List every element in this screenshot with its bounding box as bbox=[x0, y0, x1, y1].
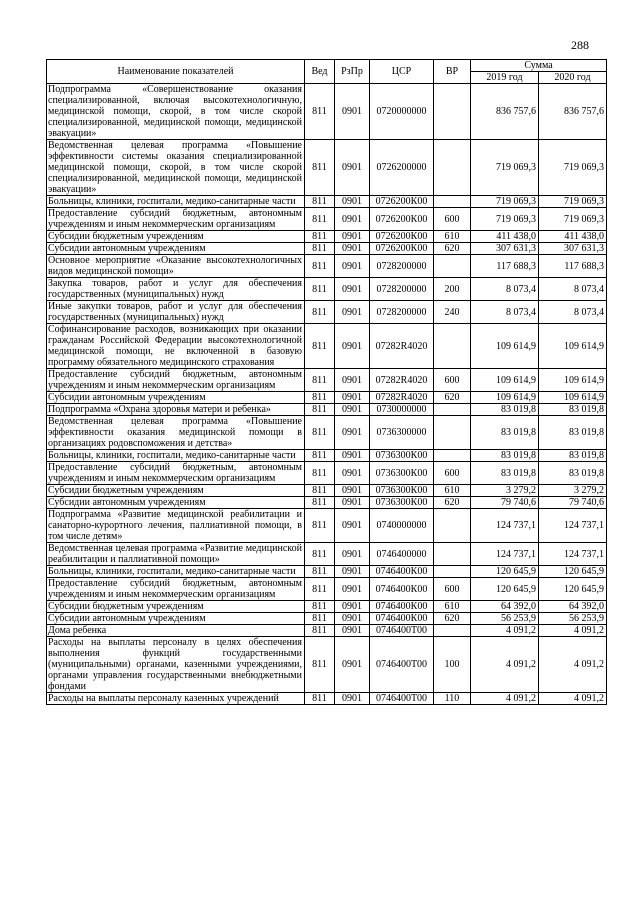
row-sum-2020: 124 737,1 bbox=[539, 543, 607, 566]
budget-table bbox=[46, 59, 607, 705]
row-name: Подпрограмма «Развитие медицинской реабилитации и санаторно-курортного лечения, паллиативной помощи, в том числе детям» bbox=[47, 509, 305, 543]
row-sum-2020: 83 019,8 bbox=[539, 416, 607, 450]
row-name: Дома ребенка bbox=[47, 625, 305, 637]
row-name: Больницы, клиники, госпитали, медико-санитарные части bbox=[47, 450, 305, 462]
row-sum-2020: 4 091,2 bbox=[539, 693, 607, 705]
row-ved: 811 bbox=[305, 140, 335, 196]
row-name: Больницы, клиники, госпитали, медико-санитарные части bbox=[47, 196, 305, 208]
row-csr: 0746400Т00 bbox=[370, 625, 434, 637]
row-sum-2019: 117 688,3 bbox=[471, 255, 539, 278]
row-sum-2020: 120 645,9 bbox=[539, 578, 607, 601]
row-ved: 811 bbox=[305, 637, 335, 693]
row-sum-2019: 3 279,2 bbox=[471, 485, 539, 497]
row-sum-2019: 4 091,2 bbox=[471, 693, 539, 705]
row-ved: 811 bbox=[305, 196, 335, 208]
row-vr bbox=[434, 566, 471, 578]
row-sum-2019: 124 737,1 bbox=[471, 509, 539, 543]
header-vr: ВР bbox=[434, 60, 471, 84]
row-sum-2020: 109 614,9 bbox=[539, 324, 607, 369]
row-vr bbox=[434, 324, 471, 369]
row-sum-2019: 124 737,1 bbox=[471, 543, 539, 566]
page-number: 288 bbox=[571, 38, 589, 52]
row-vr bbox=[434, 84, 471, 140]
row-name: Ведомственная целевая программа «Развитие медицинской реабилитации и паллиативной помощи» bbox=[47, 543, 305, 566]
row-csr: 0736300К00 bbox=[370, 462, 434, 485]
row-vr bbox=[434, 404, 471, 416]
row-ved: 811 bbox=[305, 324, 335, 369]
row-vr: 620 bbox=[434, 497, 471, 509]
row-ved: 811 bbox=[305, 578, 335, 601]
row-name: Иные закупки товаров, работ и услуг для обеспечения государственных (муниципальных) нужд bbox=[47, 301, 305, 324]
header-2020: 2020 год bbox=[539, 72, 607, 84]
table-row bbox=[47, 578, 607, 601]
row-sum-2020: 8 073,4 bbox=[539, 301, 607, 324]
table-row bbox=[47, 84, 607, 140]
row-ved: 811 bbox=[305, 625, 335, 637]
row-name: Подпрограмма «Совершенствование оказания специализированной, включая высокотехнологичную, медицинской помощи, скорой, в том числе скорой специализированной, медицинской помощи, медицинской эвакуации» bbox=[47, 84, 305, 140]
row-ved: 811 bbox=[305, 450, 335, 462]
row-sum-2019: 4 091,2 bbox=[471, 637, 539, 693]
row-vr: 600 bbox=[434, 578, 471, 601]
row-rzpr: 0901 bbox=[335, 84, 370, 140]
row-csr: 0746400Т00 bbox=[370, 693, 434, 705]
table-row bbox=[47, 509, 607, 543]
row-name: Расходы на выплаты персоналу в целях обеспечения выполнения функций государственными (муниципальными) органами, казенными учреждениями, органами управления государственными внебюджетными фондами bbox=[47, 637, 305, 693]
table-row bbox=[47, 601, 607, 613]
row-sum-2020: 3 279,2 bbox=[539, 485, 607, 497]
row-ved: 811 bbox=[305, 416, 335, 450]
row-ved: 811 bbox=[305, 84, 335, 140]
row-csr: 0726200К00 bbox=[370, 208, 434, 231]
row-sum-2019: 8 073,4 bbox=[471, 278, 539, 301]
row-sum-2020: 83 019,8 bbox=[539, 462, 607, 485]
header-2019: 2019 год bbox=[471, 72, 539, 84]
row-vr: 610 bbox=[434, 485, 471, 497]
row-ved: 811 bbox=[305, 509, 335, 543]
row-sum-2019: 56 253,9 bbox=[471, 613, 539, 625]
row-name: Расходы на выплаты персоналу казенных учреждений bbox=[47, 693, 305, 705]
row-csr: 07282R4020 bbox=[370, 392, 434, 404]
row-rzpr: 0901 bbox=[335, 462, 370, 485]
table-row bbox=[47, 231, 607, 243]
row-vr: 110 bbox=[434, 693, 471, 705]
table-row bbox=[47, 208, 607, 231]
row-rzpr: 0901 bbox=[335, 369, 370, 392]
row-csr: 0726200К00 bbox=[370, 243, 434, 255]
table-row bbox=[47, 497, 607, 509]
row-csr: 0746400К00 bbox=[370, 613, 434, 625]
row-rzpr: 0901 bbox=[335, 543, 370, 566]
row-name: Софинансирование расходов, возникающих при оказании гражданам Российской Федерации высокотехнологичной медицинской помощи, не включенной в базовую программу обязательного медицинского страхования bbox=[47, 324, 305, 369]
row-sum-2019: 64 392,0 bbox=[471, 601, 539, 613]
row-rzpr: 0901 bbox=[335, 404, 370, 416]
row-rzpr: 0901 bbox=[335, 196, 370, 208]
table-row bbox=[47, 196, 607, 208]
row-csr: 0740000000 bbox=[370, 509, 434, 543]
row-csr: 0746400К00 bbox=[370, 578, 434, 601]
row-vr: 620 bbox=[434, 392, 471, 404]
row-name: Ведомственная целевая программа «Повышение эффективности оказания медицинской помощи в организациях родовспоможения и детства» bbox=[47, 416, 305, 450]
header-name: Наименование показателей bbox=[47, 60, 305, 84]
row-csr: 0720000000 bbox=[370, 84, 434, 140]
table-row bbox=[47, 140, 607, 196]
row-name: Субсидии автономным учреждениям bbox=[47, 392, 305, 404]
row-vr bbox=[434, 140, 471, 196]
row-csr: 0746400Т00 bbox=[370, 637, 434, 693]
row-rzpr: 0901 bbox=[335, 497, 370, 509]
row-sum-2020: 56 253,9 bbox=[539, 613, 607, 625]
row-csr: 0726200К00 bbox=[370, 196, 434, 208]
header-rzpr: РзПр bbox=[335, 60, 370, 84]
row-vr: 600 bbox=[434, 208, 471, 231]
row-rzpr: 0901 bbox=[335, 578, 370, 601]
row-vr: 600 bbox=[434, 369, 471, 392]
table-row bbox=[47, 625, 607, 637]
row-ved: 811 bbox=[305, 497, 335, 509]
row-vr: 240 bbox=[434, 301, 471, 324]
row-sum-2019: 83 019,8 bbox=[471, 462, 539, 485]
row-rzpr: 0901 bbox=[335, 243, 370, 255]
row-sum-2019: 719 069,3 bbox=[471, 140, 539, 196]
row-vr: 610 bbox=[434, 231, 471, 243]
row-ved: 811 bbox=[305, 255, 335, 278]
row-sum-2019: 79 740,6 bbox=[471, 497, 539, 509]
row-sum-2020: 117 688,3 bbox=[539, 255, 607, 278]
row-csr: 0736300000 bbox=[370, 416, 434, 450]
row-csr: 0730000000 bbox=[370, 404, 434, 416]
table-row bbox=[47, 637, 607, 693]
row-vr bbox=[434, 196, 471, 208]
row-csr: 0726200000 bbox=[370, 140, 434, 196]
table-row bbox=[47, 543, 607, 566]
row-vr bbox=[434, 543, 471, 566]
row-sum-2020: 83 019,8 bbox=[539, 404, 607, 416]
row-ved: 811 bbox=[305, 601, 335, 613]
row-sum-2019: 109 614,9 bbox=[471, 369, 539, 392]
row-name: Основное мероприятие «Оказание высокотехнологичных видов медицинской помощи» bbox=[47, 255, 305, 278]
row-rzpr: 0901 bbox=[335, 231, 370, 243]
row-name: Субсидии бюджетным учреждениям bbox=[47, 601, 305, 613]
row-sum-2020: 719 069,3 bbox=[539, 208, 607, 231]
row-csr: 0726200К00 bbox=[370, 231, 434, 243]
table-row bbox=[47, 255, 607, 278]
header-sum: Сумма bbox=[471, 60, 607, 72]
row-sum-2019: 120 645,9 bbox=[471, 566, 539, 578]
row-csr: 07282R4020 bbox=[370, 369, 434, 392]
row-vr: 620 bbox=[434, 243, 471, 255]
row-ved: 811 bbox=[305, 301, 335, 324]
row-ved: 811 bbox=[305, 231, 335, 243]
row-sum-2019: 719 069,3 bbox=[471, 208, 539, 231]
table-row bbox=[47, 324, 607, 369]
row-rzpr: 0901 bbox=[335, 416, 370, 450]
row-rzpr: 0901 bbox=[335, 278, 370, 301]
row-vr bbox=[434, 450, 471, 462]
row-sum-2020: 8 073,4 bbox=[539, 278, 607, 301]
table-row bbox=[47, 404, 607, 416]
row-name: Субсидии автономным учреждениям bbox=[47, 243, 305, 255]
row-rzpr: 0901 bbox=[335, 208, 370, 231]
row-sum-2020: 307 631,3 bbox=[539, 243, 607, 255]
row-vr bbox=[434, 416, 471, 450]
row-csr: 0746400000 bbox=[370, 543, 434, 566]
row-vr bbox=[434, 625, 471, 637]
row-csr: 0736300К00 bbox=[370, 450, 434, 462]
row-name: Больницы, клиники, госпитали, медико-санитарные части bbox=[47, 566, 305, 578]
row-csr: 07282R4020 bbox=[370, 324, 434, 369]
row-sum-2020: 4 091,2 bbox=[539, 637, 607, 693]
row-ved: 811 bbox=[305, 613, 335, 625]
table-row bbox=[47, 416, 607, 450]
row-ved: 811 bbox=[305, 278, 335, 301]
row-sum-2020: 109 614,9 bbox=[539, 369, 607, 392]
row-rzpr: 0901 bbox=[335, 485, 370, 497]
row-rzpr: 0901 bbox=[335, 450, 370, 462]
table-row bbox=[47, 613, 607, 625]
row-sum-2020: 109 614,9 bbox=[539, 392, 607, 404]
table-row bbox=[47, 392, 607, 404]
row-vr: 620 bbox=[434, 613, 471, 625]
header-ved: Вед bbox=[305, 60, 335, 84]
row-name: Субсидии бюджетным учреждениям bbox=[47, 485, 305, 497]
row-name: Закупка товаров, работ и услуг для обеспечения государственных (муниципальных) нужд bbox=[47, 278, 305, 301]
row-sum-2020: 124 737,1 bbox=[539, 509, 607, 543]
row-sum-2019: 83 019,8 bbox=[471, 404, 539, 416]
row-vr: 100 bbox=[434, 637, 471, 693]
row-sum-2019: 83 019,8 bbox=[471, 416, 539, 450]
row-sum-2019: 109 614,9 bbox=[471, 392, 539, 404]
row-rzpr: 0901 bbox=[335, 301, 370, 324]
table-row bbox=[47, 485, 607, 497]
row-ved: 811 bbox=[305, 243, 335, 255]
row-csr: 0746400К00 bbox=[370, 566, 434, 578]
row-ved: 811 bbox=[305, 404, 335, 416]
table-row bbox=[47, 566, 607, 578]
row-vr bbox=[434, 509, 471, 543]
row-csr: 0728200000 bbox=[370, 301, 434, 324]
row-ved: 811 bbox=[305, 543, 335, 566]
row-vr: 600 bbox=[434, 462, 471, 485]
row-ved: 811 bbox=[305, 693, 335, 705]
row-rzpr: 0901 bbox=[335, 601, 370, 613]
row-name: Субсидии автономным учреждениям bbox=[47, 613, 305, 625]
row-vr bbox=[434, 255, 471, 278]
row-rzpr: 0901 bbox=[335, 613, 370, 625]
row-rzpr: 0901 bbox=[335, 509, 370, 543]
row-name: Ведомственная целевая программа «Повышение эффективности системы оказания специализированной медицинской помощи, скорой, в том числе скорой специализированной, медицинской помощи, медицинской эвакуации» bbox=[47, 140, 305, 196]
row-sum-2020: 83 019,8 bbox=[539, 450, 607, 462]
row-name: Субсидии автономным учреждениям bbox=[47, 497, 305, 509]
table-row bbox=[47, 243, 607, 255]
row-sum-2019: 411 438,0 bbox=[471, 231, 539, 243]
row-ved: 811 bbox=[305, 566, 335, 578]
row-csr: 0736300К00 bbox=[370, 485, 434, 497]
row-sum-2019: 4 091,2 bbox=[471, 625, 539, 637]
row-name: Предоставление субсидий бюджетным, автономным учреждениям и иным некоммерческим организациям bbox=[47, 578, 305, 601]
table-row bbox=[47, 693, 607, 705]
table-row bbox=[47, 369, 607, 392]
row-sum-2019: 109 614,9 bbox=[471, 324, 539, 369]
row-ved: 811 bbox=[305, 208, 335, 231]
row-vr: 610 bbox=[434, 601, 471, 613]
row-ved: 811 bbox=[305, 485, 335, 497]
row-sum-2020: 719 069,3 bbox=[539, 140, 607, 196]
row-ved: 811 bbox=[305, 369, 335, 392]
row-sum-2020: 411 438,0 bbox=[539, 231, 607, 243]
row-sum-2020: 719 069,3 bbox=[539, 196, 607, 208]
row-rzpr: 0901 bbox=[335, 324, 370, 369]
row-sum-2019: 719 069,3 bbox=[471, 196, 539, 208]
row-rzpr: 0901 bbox=[335, 392, 370, 404]
row-sum-2020: 120 645,9 bbox=[539, 566, 607, 578]
row-csr: 0746400К00 bbox=[370, 601, 434, 613]
table-row bbox=[47, 462, 607, 485]
table-row bbox=[47, 278, 607, 301]
row-name: Предоставление субсидий бюджетным, автономным учреждениям и иным некоммерческим организациям bbox=[47, 208, 305, 231]
row-rzpr: 0901 bbox=[335, 140, 370, 196]
row-name: Субсидии бюджетным учреждениям bbox=[47, 231, 305, 243]
row-name: Предоставление субсидий бюджетным, автономным учреждениям и иным некоммерческим организациям bbox=[47, 462, 305, 485]
row-sum-2019: 8 073,4 bbox=[471, 301, 539, 324]
row-rzpr: 0901 bbox=[335, 637, 370, 693]
row-name: Подпрограмма «Охрана здоровья матери и ребенка» bbox=[47, 404, 305, 416]
row-csr: 0736300К00 bbox=[370, 497, 434, 509]
table-row bbox=[47, 450, 607, 462]
row-sum-2020: 64 392,0 bbox=[539, 601, 607, 613]
row-sum-2019: 307 631,3 bbox=[471, 243, 539, 255]
row-ved: 811 bbox=[305, 462, 335, 485]
row-rzpr: 0901 bbox=[335, 566, 370, 578]
row-ved: 811 bbox=[305, 392, 335, 404]
row-sum-2019: 120 645,9 bbox=[471, 578, 539, 601]
header-csr: ЦСР bbox=[370, 60, 434, 84]
row-rzpr: 0901 bbox=[335, 625, 370, 637]
row-sum-2019: 836 757,6 bbox=[471, 84, 539, 140]
row-sum-2020: 4 091,2 bbox=[539, 625, 607, 637]
row-rzpr: 0901 bbox=[335, 255, 370, 278]
row-vr: 200 bbox=[434, 278, 471, 301]
row-sum-2020: 836 757,6 bbox=[539, 84, 607, 140]
row-name: Предоставление субсидий бюджетным, автономным учреждениям и иным некоммерческим организациям bbox=[47, 369, 305, 392]
row-csr: 0728200000 bbox=[370, 278, 434, 301]
row-rzpr: 0901 bbox=[335, 693, 370, 705]
row-csr: 0728200000 bbox=[370, 255, 434, 278]
table-row bbox=[47, 301, 607, 324]
row-sum-2020: 79 740,6 bbox=[539, 497, 607, 509]
row-sum-2019: 83 019,8 bbox=[471, 450, 539, 462]
